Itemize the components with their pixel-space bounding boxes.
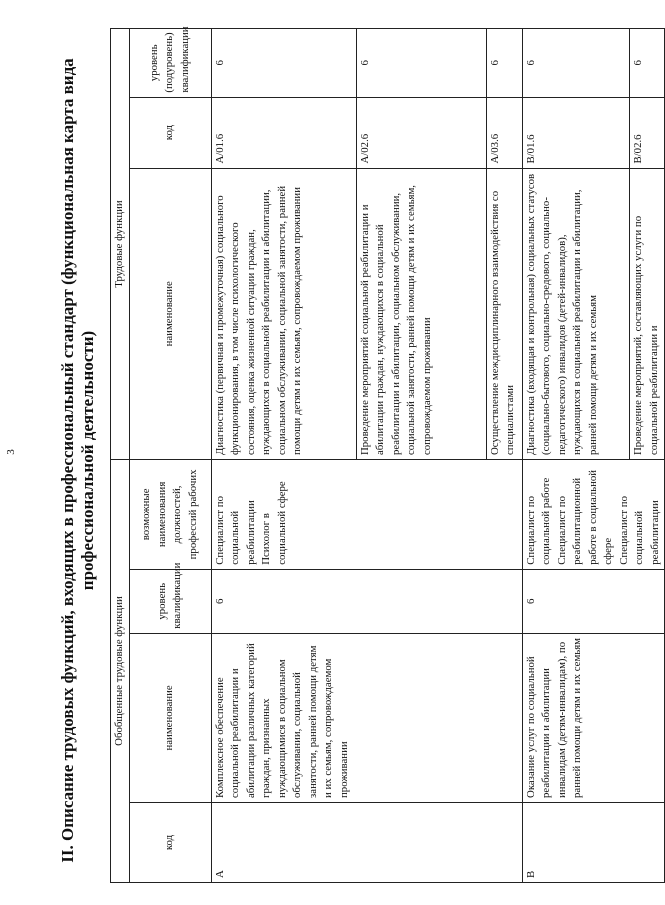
page-number: 3 bbox=[4, 449, 17, 455]
header-labor: Трудовые функции bbox=[111, 29, 130, 460]
functional-map-table bbox=[110, 28, 665, 883]
row-a-positions: Специалист по социальной реабилитации Психолог в социальной сфере bbox=[211, 460, 522, 570]
function-name: Осуществление междисциплинарного взаимодействия со специалистами bbox=[486, 168, 522, 460]
function-code: A/01.6 bbox=[211, 97, 356, 168]
function-level: 6 bbox=[522, 29, 630, 98]
function-level: 6 bbox=[630, 29, 665, 98]
function-level: 6 bbox=[486, 29, 522, 98]
row-b-level: 6 bbox=[522, 569, 665, 633]
section-title: II. Описание трудовых функций, входящих в профессиональный стандарт (функциональная карта вида профессиональной деятельности) bbox=[58, 58, 97, 863]
header-name2: наименование bbox=[129, 168, 211, 460]
function-name: Проведение мероприятий социальной реабилитации и абилитации граждан, нуждающихся в социальной реабилитации и абилитации, социальном обслуживании, социальной занятости, ранней помощи детям и их семьям, сопровождаемом проживании bbox=[356, 168, 486, 460]
header-generalized: Обобщенные трудовые функции bbox=[111, 460, 130, 883]
header-level: уровень квалификации bbox=[129, 569, 211, 633]
row-a-level: 6 bbox=[211, 569, 522, 633]
row-b-code: B bbox=[522, 802, 665, 882]
function-level: 6 bbox=[356, 29, 486, 98]
header-code2: код bbox=[129, 97, 211, 168]
function-code: B/02.6 bbox=[630, 97, 665, 168]
function-name: Диагностика (входящая и контрольная) социальных статусов (социально-бытового, социально-средового, социально-педагогического) инвалидов (детей-инвалидов), нуждающихся в социальной реабилитации и абилитации, ранней помощи детям и их семьям bbox=[522, 168, 630, 460]
function-name: Проведение мероприятий, составляющих услуги по социальной реабилитации и bbox=[630, 168, 665, 460]
row-a-code: А bbox=[211, 802, 522, 882]
row-a-name: Комплексное обеспечение социальной реабилитации и абилитации различных категорий граждан, признанных нуждающимися в социальном обслуживании, социальной занятости, ранней помощи детям и их семьям, сопровождаемом проживании bbox=[211, 633, 522, 802]
function-name: Диагностика (первичная и промежуточная) социального функционирования, в том числе психологического состояния, оценка жизненной ситуации граждан, нуждающихся в социальной реабилитации и абилитации, социальном обслуживании, социальной занятости, ранней помощи детям и их семьям, сопровождаемом проживании bbox=[211, 168, 356, 460]
function-code: A/02.6 bbox=[356, 97, 486, 168]
header-name: наименование bbox=[129, 633, 211, 802]
header-code: код bbox=[129, 802, 211, 882]
function-level: 6 bbox=[211, 29, 356, 98]
header-sublevel: уровень (подуровень) квалификации bbox=[129, 29, 211, 98]
header-positions: возможные наименования должностей, профессий рабочих bbox=[129, 460, 211, 570]
function-code: B/01.6 bbox=[522, 97, 630, 168]
row-b-positions: Специалист по социальной работе Специалист по реабилитационной работе в социальной сфере Специалист по социальной реабилитации bbox=[522, 460, 665, 570]
row-b-name: Оказание услуг по социальной реабилитации и абилитации инвалидам (детям-инвалидам), по ранней помощи детям и их семьям bbox=[522, 633, 665, 802]
function-code: A/03.6 bbox=[486, 97, 522, 168]
